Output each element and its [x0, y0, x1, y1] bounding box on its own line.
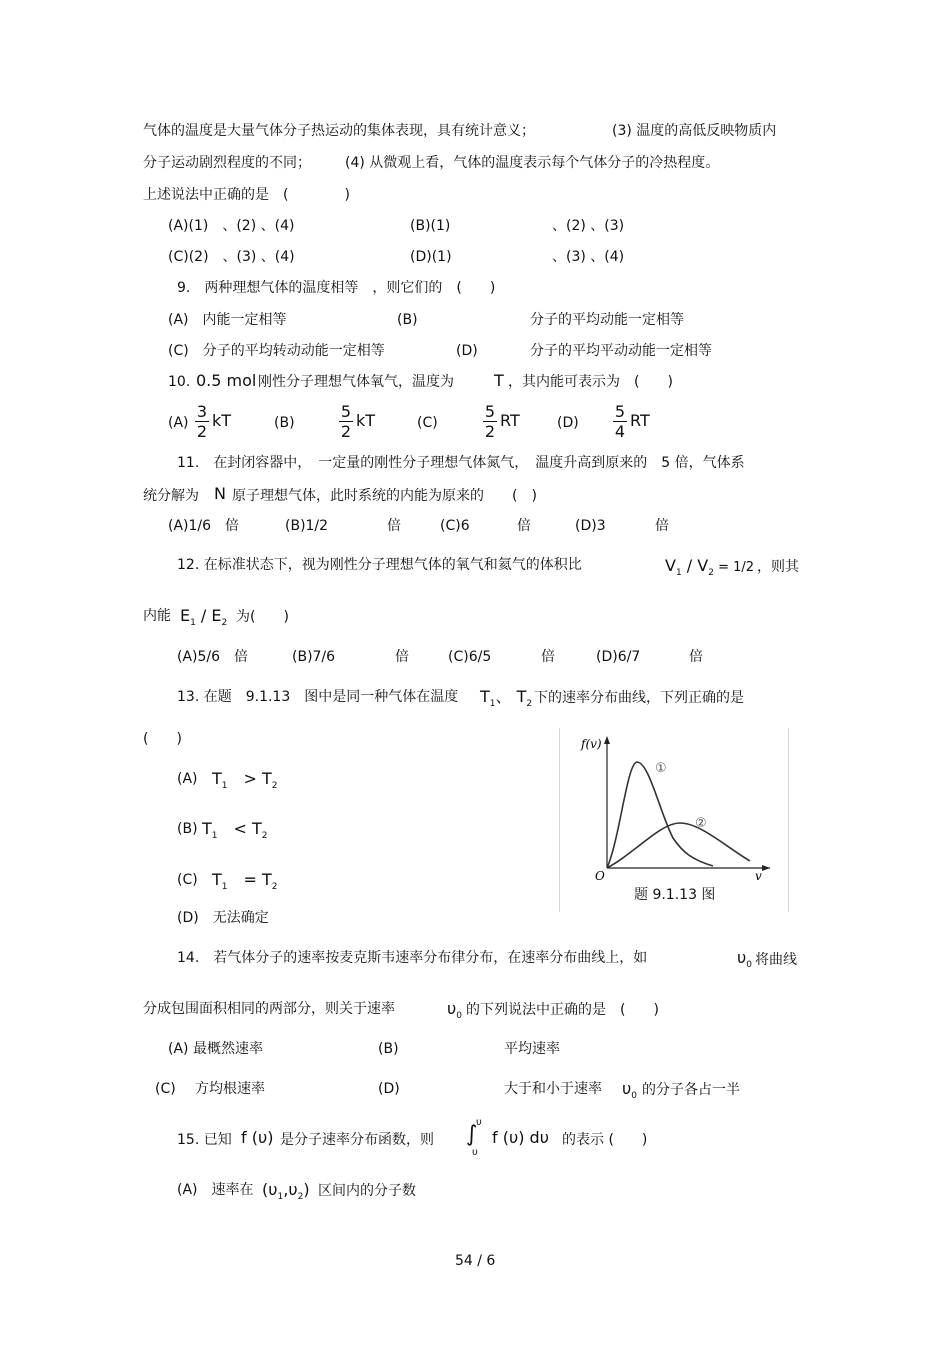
question: 11. 在封闭容器中， 一定量的刚性分子理想气体氮气， 温度升高到原来的 5 倍，气体系 — [177, 455, 745, 471]
option-label: (C) — [417, 415, 438, 431]
option: (A)(1) 、(2) 、(4) — [168, 218, 295, 234]
option: (C)6/5 — [448, 649, 492, 665]
option: 倍 — [395, 649, 409, 665]
question: 12. 在标准状态下，视为刚性分子理想气体的氧气和氦气的体积比 — [177, 557, 582, 573]
question: 内能 — [143, 608, 171, 624]
option: (B) — [378, 1041, 399, 1057]
math: $\upsilon_0$ — [447, 999, 462, 1022]
math: $T_1$ > $T_2$ — [212, 769, 278, 792]
math: $T_1$、 $T_2$ — [480, 687, 533, 710]
option: 分子的平均平动动能一定相等 — [530, 343, 712, 359]
math: $T_1$ < $T_2$ — [202, 819, 268, 842]
curve-1-label: ① — [655, 761, 667, 776]
option-label: (C) — [177, 872, 198, 888]
option: (C)6 — [440, 518, 470, 534]
math: kT — [356, 411, 376, 430]
math: $(\upsilon_1,\upsilon_2)$ — [262, 1180, 310, 1203]
figure-caption: 题 9.1.13 图 — [634, 887, 716, 903]
question: ，则其 — [757, 559, 799, 575]
curve-2-label: ② — [695, 816, 707, 831]
option: 、(3) 、(4) — [552, 249, 625, 265]
option: 区间内的分子数 — [318, 1183, 416, 1199]
math: 0.5 mol — [196, 371, 257, 390]
question-number: 10. — [168, 374, 191, 390]
option: (A) 速率在 — [177, 1182, 254, 1198]
fraction: 5 2 — [484, 402, 496, 441]
option: (C) 分子的平均转动动能一定相等 — [168, 343, 385, 359]
math: N — [214, 484, 226, 503]
figure-border — [559, 728, 560, 912]
question: 13. 在题 9.1.13 图中是同一种气体在温度 — [177, 689, 459, 705]
option: (A) 内能一定相等 — [168, 312, 287, 328]
option: 分子的平均动能一定相等 — [530, 312, 684, 328]
option: 的分子各占一半 — [642, 1082, 740, 1098]
question: 原子理想气体，此时系统的内能为原来的 ( ) — [232, 488, 537, 504]
math: RT — [500, 411, 520, 430]
math: f (υ) dυ — [492, 1128, 549, 1147]
option: (B)1/2 — [285, 518, 329, 534]
math: f (υ) — [241, 1128, 274, 1147]
option: 、(2) 、(3) — [552, 218, 625, 234]
option: (C)(2) 、(3) 、(4) — [168, 249, 295, 265]
math: $\upsilon_0$ — [622, 1079, 637, 1102]
option: (A)5/6 倍 — [177, 649, 249, 665]
fraction: 5 2 — [340, 402, 352, 441]
option: (D)6/7 — [596, 649, 641, 665]
text-line: (3) 温度的高低反映物质内 — [612, 123, 777, 139]
question: ，其内能可表示为 ( ) — [508, 374, 673, 390]
option: 方均根速率 — [195, 1081, 265, 1097]
text-line: 上述说法中正确的是 ( ) — [143, 187, 350, 203]
integral-upper: υ — [476, 1117, 482, 1128]
integral-sign: ∫ — [466, 1122, 478, 1147]
text-line: (4) 从微观上看，气体的温度表示每个气体分子的冷热程度。 — [345, 155, 720, 171]
option: 倍 — [541, 649, 555, 665]
option: 大于和小于速率 — [504, 1081, 602, 1097]
math: $T_1$ = $T_2$ — [212, 870, 278, 893]
option-label: (B) — [274, 415, 295, 431]
option: (D) 无法确定 — [177, 910, 269, 926]
y-axis-label: f(v) — [581, 737, 602, 751]
option: (B) — [397, 312, 418, 328]
question: 为( ) — [236, 609, 289, 625]
option-label: (D) — [557, 415, 579, 431]
speed-distribution-figure — [575, 728, 775, 883]
question: 是分子速率分布函数，则 — [280, 1132, 434, 1148]
option: (A)1/6 倍 — [168, 518, 240, 534]
question: 分成包围面积相同的两部分，则关于速率 — [143, 1001, 395, 1017]
option: (B)(1) — [410, 218, 451, 234]
math: T — [494, 371, 504, 390]
option: (C) — [155, 1081, 176, 1097]
text-line: 分子运动剧烈程度的不同； — [143, 155, 311, 171]
option: 倍 — [387, 518, 401, 534]
math: RT — [630, 411, 650, 430]
integral-lower: υ — [472, 1147, 478, 1158]
fraction: 3 2 — [196, 402, 208, 441]
fraction: 5 4 — [614, 402, 626, 441]
option-label: (A) — [168, 415, 189, 431]
math-ratio: $V_1 / V_2 = 1/2$ — [665, 556, 755, 579]
option: (D)(1) — [410, 249, 452, 265]
option-label: (B) — [177, 821, 198, 837]
option: 平均速率 — [504, 1041, 560, 1057]
question: 刚性分子理想气体氧气，温度为 — [258, 374, 454, 390]
question: 将曲线 — [755, 952, 797, 968]
math-ratio: $E_1 / E_2$ — [180, 606, 228, 629]
option: (D)3 — [575, 518, 606, 534]
origin-label: O — [595, 869, 605, 883]
question: 9. 两种理想气体的温度相等 ，则它们的 ( ) — [177, 280, 496, 296]
option: 倍 — [655, 518, 669, 534]
page-number: 54 / 6 — [455, 1253, 496, 1269]
option: (A) 最概然速率 — [168, 1041, 263, 1057]
math: $\upsilon_0$ — [737, 948, 752, 971]
question: 15. 已知 — [177, 1132, 232, 1148]
option: (D) — [456, 343, 478, 359]
text-line: 气体的温度是大量气体分子热运动的集体表现，具有统计意义； — [143, 123, 535, 139]
option: (B)7/6 — [292, 649, 336, 665]
option-label: (A) — [177, 771, 198, 787]
question: 的下列说法中正确的是 ( ) — [466, 1002, 659, 1018]
question: 的表示 ( ) — [562, 1132, 648, 1148]
option: 倍 — [689, 649, 703, 665]
x-axis-label: v — [755, 869, 762, 883]
curve-1 — [607, 762, 713, 868]
question: ( ) — [143, 731, 182, 747]
question: 统分解为 — [143, 488, 199, 504]
figure-border — [788, 728, 789, 912]
math: kT — [212, 411, 232, 430]
option: (D) — [378, 1081, 400, 1097]
question: 下的速率分布曲线，下列正确的是 — [534, 690, 744, 706]
question: 14. 若气体分子的速率按麦克斯韦速率分布律分布，在速率分布曲线上，如 — [177, 950, 648, 966]
option: 倍 — [517, 518, 531, 534]
